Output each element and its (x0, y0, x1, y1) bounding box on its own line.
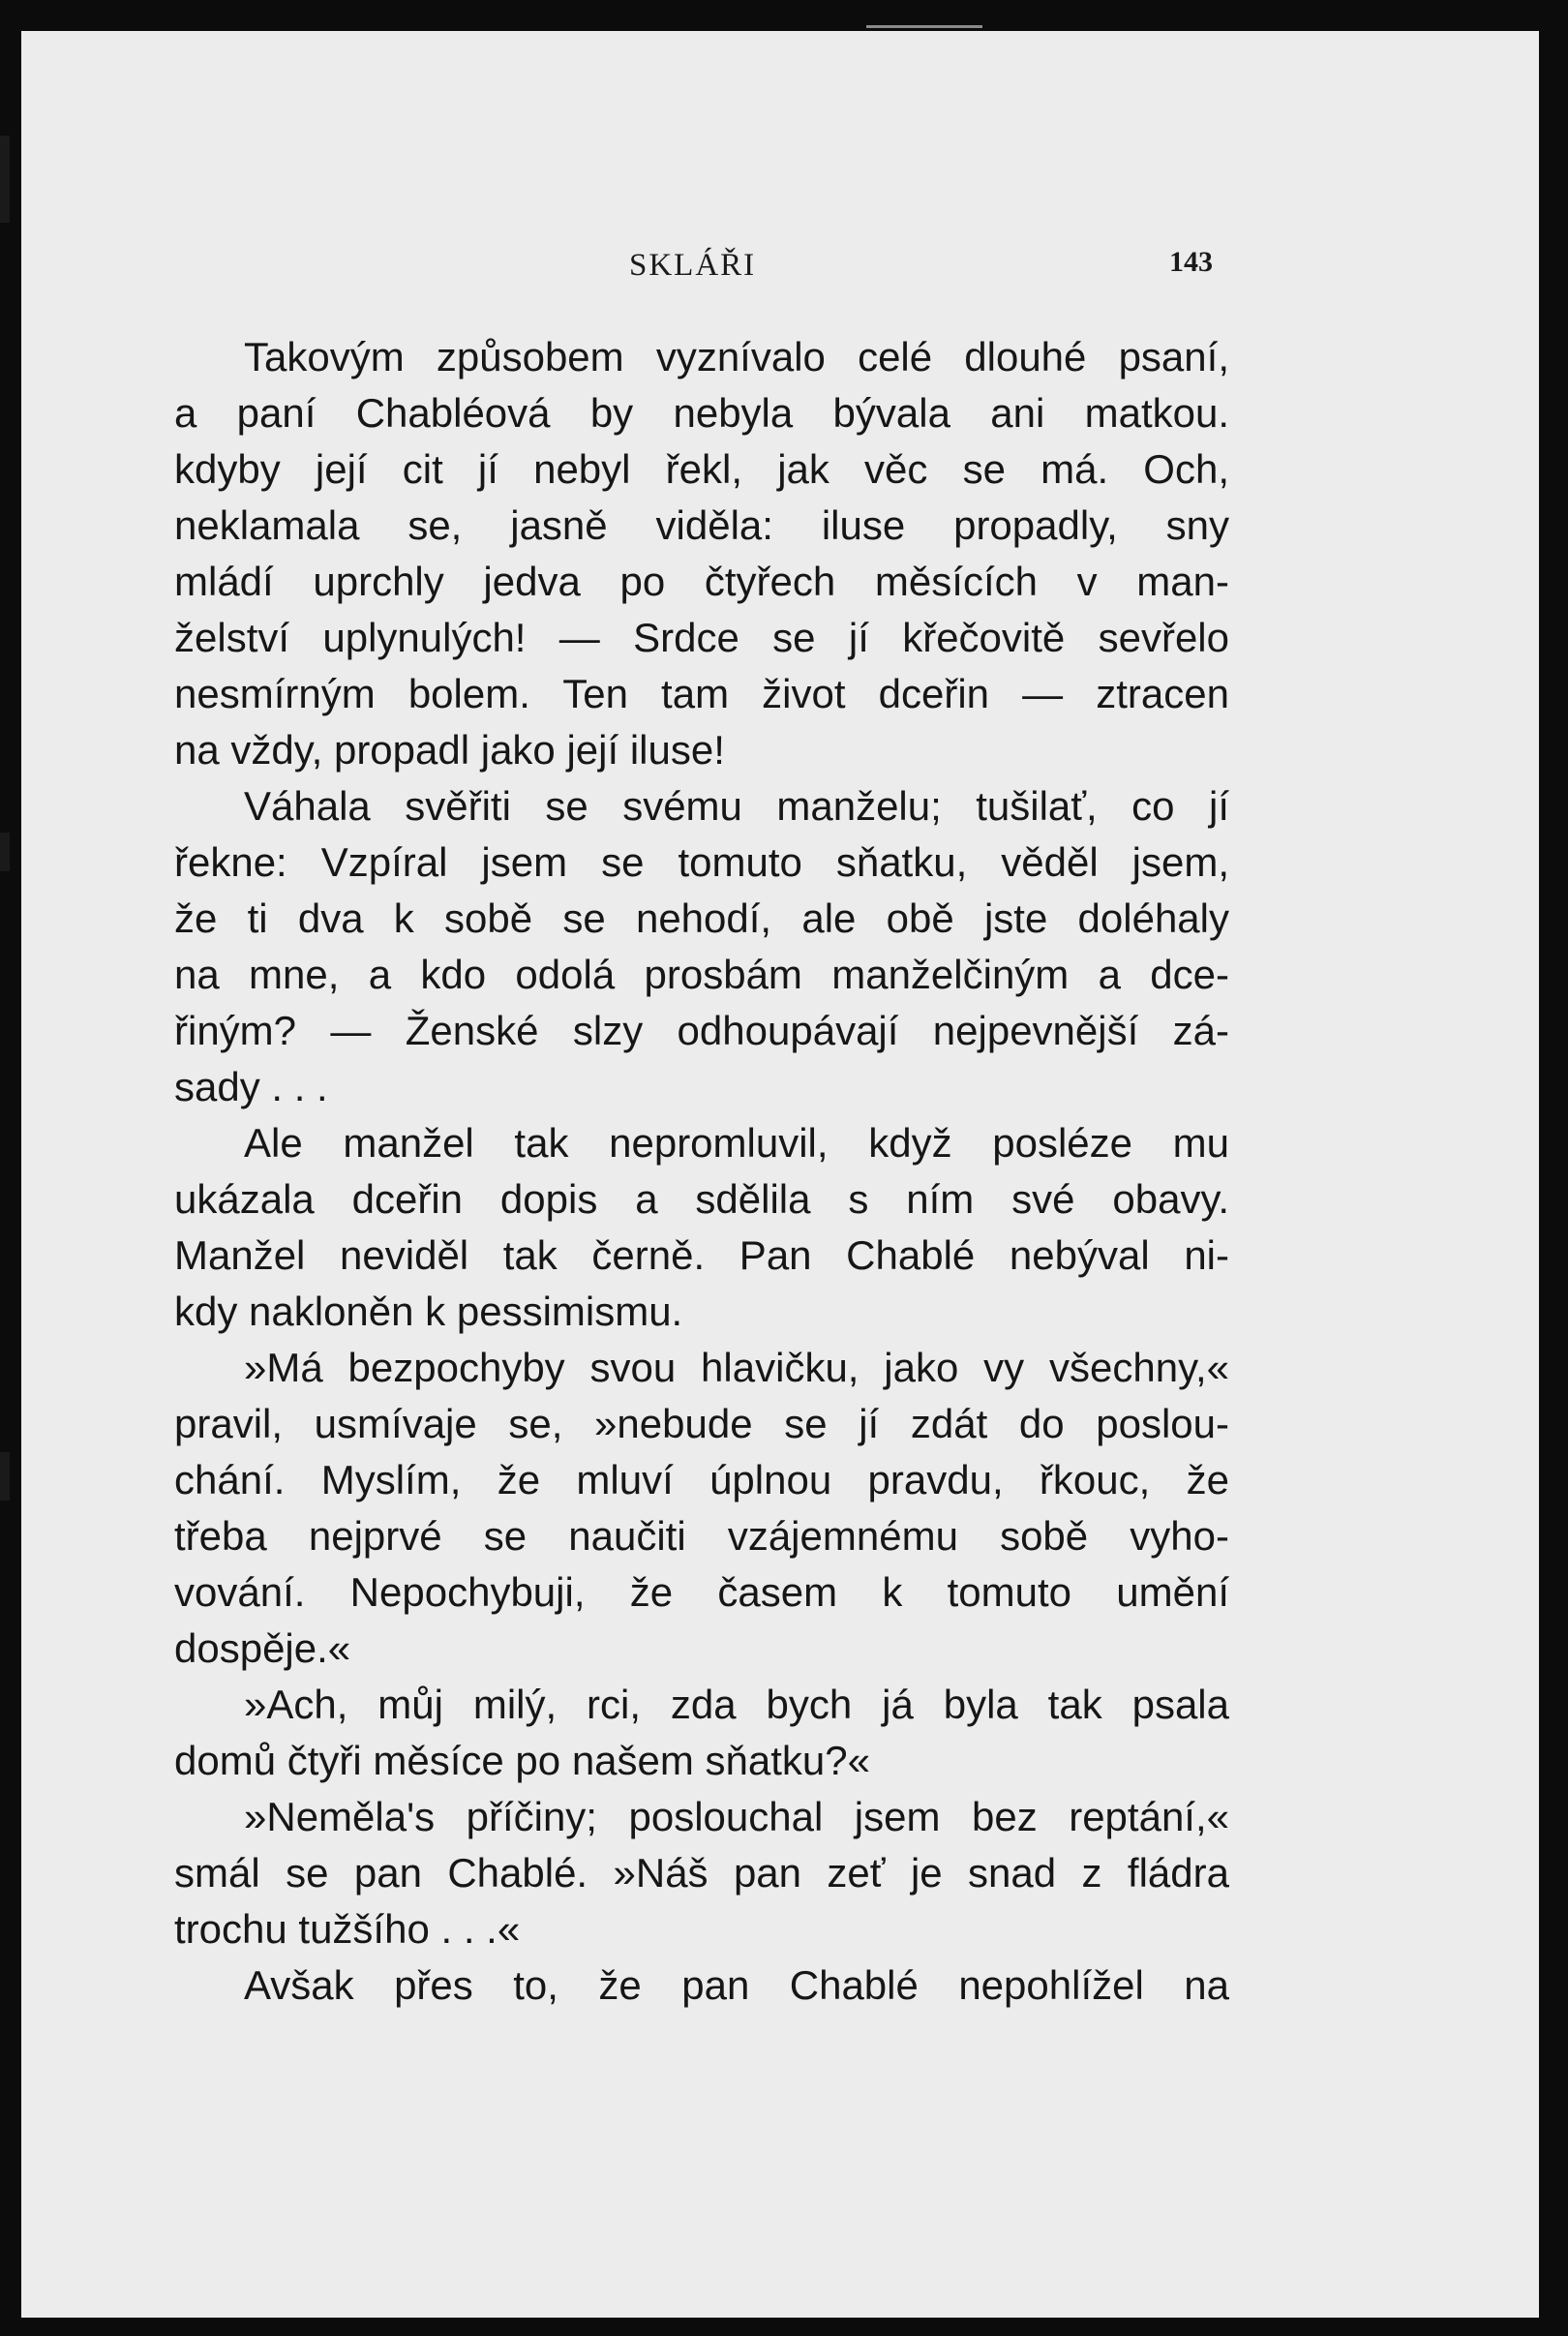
text-line: trochu tužšího . . .« (174, 1906, 521, 1952)
body-text (174, 329, 1229, 2014)
text-line: řekne: Vzpíral jsem se tomuto sňatku, věděl jsem, (174, 839, 1229, 885)
text-line: pravil, usmívaje se, »nebude se jí zdát do poslou- (174, 1401, 1229, 1446)
text-line: neklamala se, jasně viděla: iluse propadly, sny (174, 502, 1229, 548)
text-line: želství uplynulých! — Srdce se jí křečovitě sevřelo (174, 615, 1229, 660)
text-line: Manžel neviděl tak černě. Pan Chablé nebýval ni- (174, 1232, 1229, 1278)
running-title: SKLÁŘI (629, 248, 757, 283)
text-line: a paní Chabléová by nebyla bývala ani matkou. (174, 390, 1229, 436)
text-line: nesmírným bolem. Ten tam život dceřin — ztracen (174, 671, 1229, 716)
text-line: ukázala dceřin dopis a sdělila s ním své obavy. (174, 1176, 1229, 1222)
text-line: »Neměla's příčiny; poslouchal jsem bez reptání,« (244, 1794, 1229, 1839)
text-line: řiným? — Ženské slzy odhoupávají nejpevnější zá- (174, 1008, 1229, 1053)
text-line: Avšak přes to, že pan Chablé nepohlížel na (244, 1962, 1229, 2008)
text-line: vování. Nepochybuji, že časem k tomuto umění (174, 1569, 1229, 1615)
binding-edge-mark (0, 1452, 10, 1501)
text-line: chání. Myslím, že mluví úplnou pravdu, řkouc, že (174, 1457, 1229, 1502)
text-line: kdyby její cit jí nebyl řekl, jak věc se má. Och, (174, 446, 1229, 492)
page-header (0, 242, 1568, 300)
text-line: mládí uprchly jedva po čtyřech měsících v man- (174, 559, 1229, 604)
text-line: na mne, a kdo odolá prosbám manželčiným a dce- (174, 952, 1229, 997)
page-number: 143 (1169, 246, 1213, 278)
text-line: sady . . . (174, 1064, 328, 1109)
binding-edge-mark (0, 136, 10, 223)
binding-edge-mark (0, 833, 10, 871)
text-line: Ale manžel tak nepromluvil, když posléze mu (244, 1120, 1229, 1166)
text-line: dospěje.« (174, 1625, 351, 1671)
text-line: »Ach, můj milý, rci, zda bych já byla tak psala (244, 1682, 1229, 1727)
text-line: kdy nakloněn k pessimismu. (174, 1289, 683, 1334)
text-line: Váhala svěřiti se svému manželu; tušilať, co jí (244, 783, 1229, 829)
text-line: »Má bezpochyby svou hlavičku, jako vy všechny,« (244, 1345, 1229, 1390)
text-line: domů čtyři měsíce po našem sňatku?« (174, 1738, 871, 1783)
text-line: třeba nejprvé se naučiti vzájemnému sobě vyho- (174, 1513, 1229, 1559)
page-top-edge-mark (866, 25, 982, 28)
text-line: že ti dva k sobě se nehodí, ale obě jste doléhaly (174, 895, 1229, 941)
text-line: Takovým způsobem vyznívalo celé dlouhé psaní, (244, 334, 1229, 379)
text-line: smál se pan Chablé. »Náš pan zeť je snad z fládra (174, 1850, 1229, 1896)
text-line: na vždy, propadl jako její iluse! (174, 727, 725, 773)
